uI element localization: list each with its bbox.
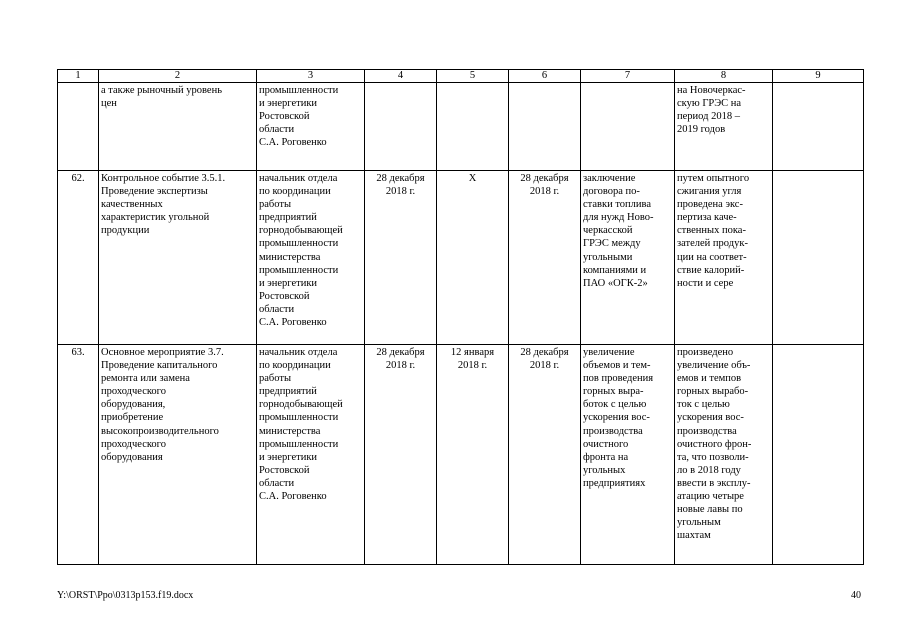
planned-date-cell [365, 83, 437, 171]
planned-date-cell: 28 декабря 2018 г. [365, 171, 437, 345]
event-cell: Контрольное событие 3.5.1. Проведение экспертизы качественных характеристик угольной продукции [99, 171, 257, 345]
achieved-result-cell: на Новочеркас- скую ГРЭС на период 2018 – 2019 годов [675, 83, 773, 171]
document-file-path: Y:\ORST\Ppo\0313p153.f19.docx [57, 590, 194, 601]
event-cell: Основное мероприятие 3.7. Проведение капитального ремонта или замена проходческого оборудования, приобретение высокопроизводительного проходческого оборудования [99, 345, 257, 565]
column-header: 4 [365, 70, 437, 83]
column-header: 2 [99, 70, 257, 83]
column-header: 7 [581, 70, 675, 83]
row-number: 62. [58, 171, 99, 345]
expected-result-cell: увеличение объемов и тем- пов проведения горных выра- боток с целью ускорения вос- производства очистного фронта на угольных предприятиях [581, 345, 675, 565]
column-header: 1 [58, 70, 99, 83]
expected-result-cell: заключение договора по- ставки топлива для нужд Ново- черкасской ГРЭС между угольными компаниями и ПАО «ОГК-2» [581, 171, 675, 345]
actual-start-cell: 12 января 2018 г. [437, 345, 509, 565]
notes-cell [773, 83, 864, 171]
actual-end-cell: 28 декабря 2018 г. [509, 345, 581, 565]
actual-start-cell [437, 83, 509, 171]
notes-cell [773, 171, 864, 345]
column-header: 8 [675, 70, 773, 83]
achieved-result-cell: произведено увеличение объ- емов и темпов горных вырабо- ток с целью ускорения вос- производства очистного фрон- та, что позволи- ло в 2018 году ввести в эксплу- атацию четыре новые лавы по угольным шахтам [675, 345, 773, 565]
actual-end-cell: 28 декабря 2018 г. [509, 171, 581, 345]
notes-cell [773, 345, 864, 565]
column-header: 5 [437, 70, 509, 83]
actual-start-cell: Х [437, 171, 509, 345]
actual-end-cell [509, 83, 581, 171]
table-row [58, 171, 864, 345]
event-cell: а также рыночный уровень цен [99, 83, 257, 171]
column-header: 3 [257, 70, 365, 83]
column-header: 9 [773, 70, 864, 83]
page-number: 40 [851, 590, 861, 601]
expected-result-cell [581, 83, 675, 171]
column-number-header-row [58, 70, 864, 83]
responsible-cell: промышленности и энергетики Ростовской области С.А. Роговенко [257, 83, 365, 171]
responsible-cell: начальник отдела по координации работы предприятий горнодобывающей промышленности министерства промышленности и энергетики Ростовской области С.А. Роговенко [257, 171, 365, 345]
column-header: 6 [509, 70, 581, 83]
report-table [57, 69, 864, 565]
row-number: 63. [58, 345, 99, 565]
achieved-result-cell: путем опытного сжигания угля проведена экс- пертиза каче- ственных пока- зателей продук- ции на соответ- ствие калорий- ности и сере [675, 171, 773, 345]
table-row [58, 345, 864, 565]
table-row [58, 83, 864, 171]
responsible-cell: начальник отдела по координации работы предприятий горнодобывающей промышленности министерства промышленности и энергетики Ростовской области С.А. Роговенко [257, 345, 365, 565]
planned-date-cell: 28 декабря 2018 г. [365, 345, 437, 565]
row-number [58, 83, 99, 171]
